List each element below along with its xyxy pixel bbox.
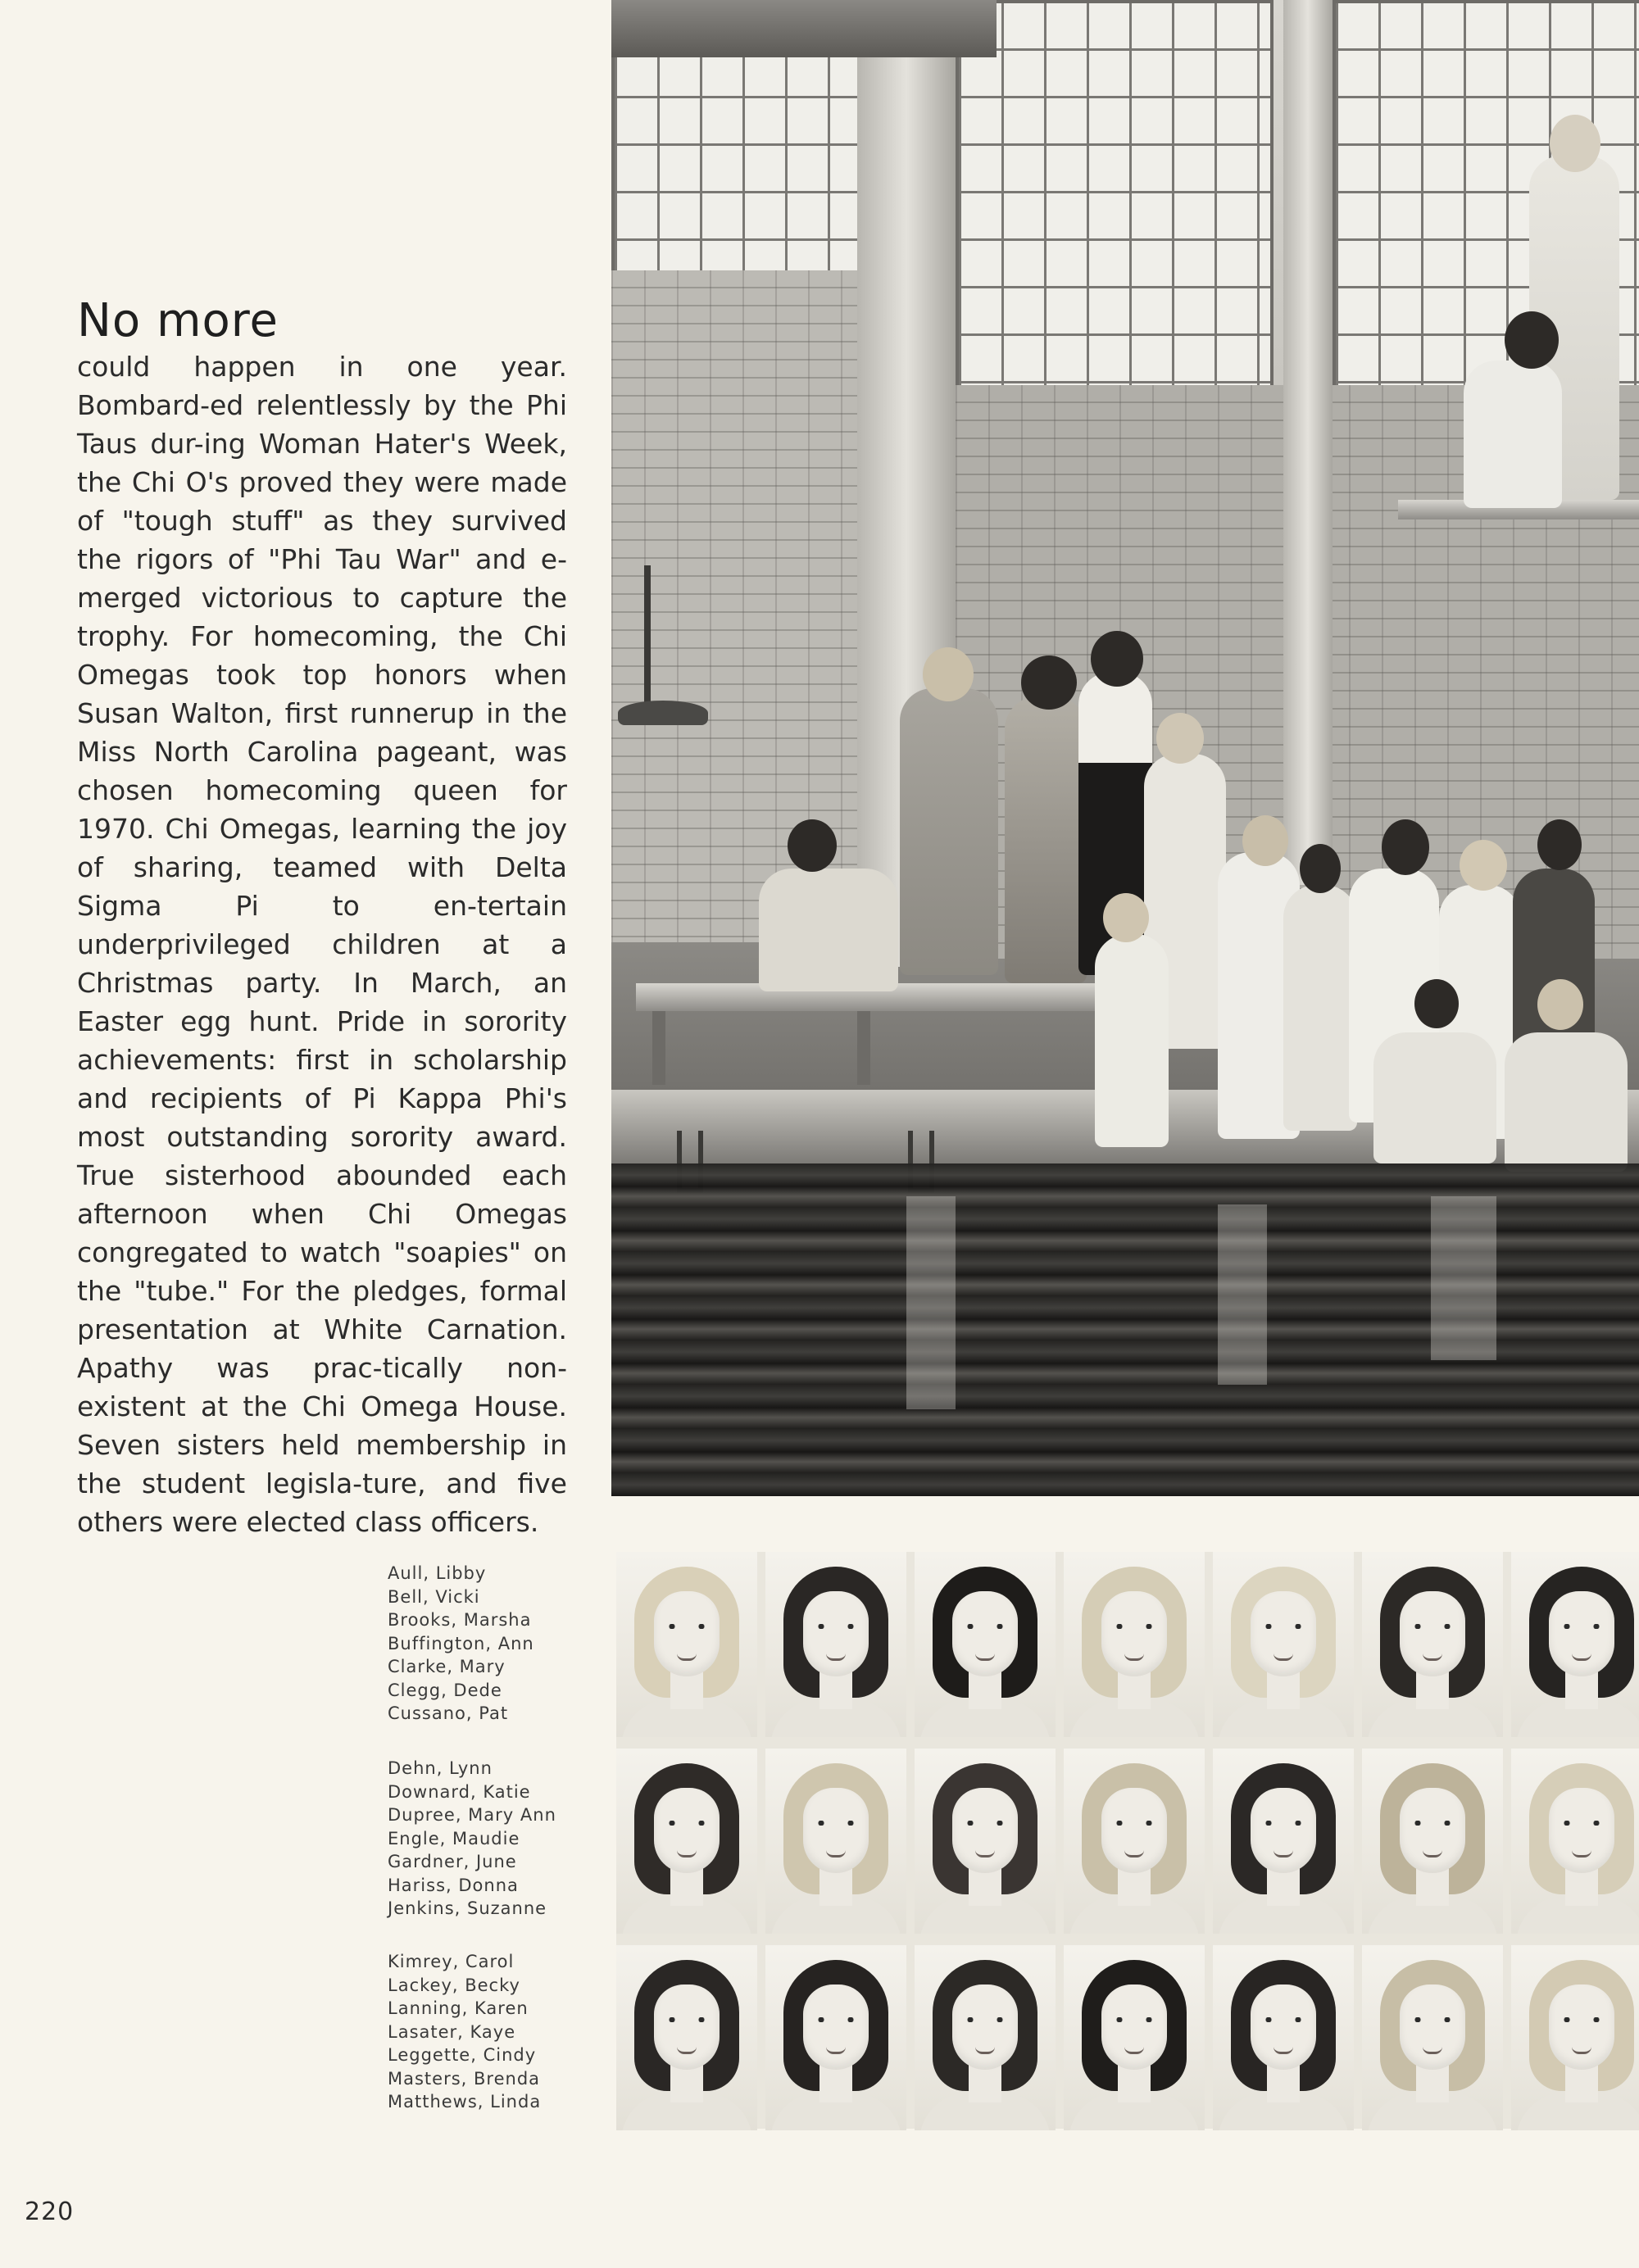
names-group-2 (388, 1757, 584, 1921)
article (77, 295, 567, 1541)
name-entry: Downard, Katie (388, 1781, 531, 1802)
name-entry: Jenkins, Suzanne (388, 1898, 547, 1918)
name-entry: Cussano, Pat (388, 1703, 509, 1723)
name-entry: Kimrey, Carol (388, 1952, 515, 1971)
member-portrait (765, 1552, 906, 1737)
name-entry: Masters, Brenda (388, 2068, 541, 2089)
name-entry: Bell, Vicki (388, 1586, 480, 1607)
name-entry: Dupree, Mary Ann (388, 1805, 556, 1825)
member-portrait (1213, 1945, 1354, 2130)
name-entry: Clarke, Mary (388, 1657, 506, 1676)
name-entry: Leggette, Cindy (388, 2045, 537, 2065)
member-portrait (1064, 1749, 1205, 1934)
names-group-3 (388, 1950, 584, 2114)
name-entry: Lasater, Kaye (388, 2021, 516, 2042)
member-portrait (1511, 1552, 1639, 1737)
member-portrait (1362, 1552, 1503, 1737)
name-entry: Matthews, Linda (388, 2092, 542, 2112)
member-portrait (1511, 1945, 1639, 2130)
name-entry: Aull, Libby (388, 1563, 487, 1583)
name-entry: Gardner, June (388, 1852, 517, 1871)
page-number: 220 (25, 2198, 75, 2226)
article-heading: No more (77, 294, 279, 347)
member-portrait (765, 1945, 906, 2130)
member-portrait (1064, 1552, 1205, 1737)
member-portrait (616, 1945, 757, 2130)
name-entry: Lanning, Karen (388, 1998, 529, 2018)
article-body: could happen in one year. Bombard-ed relentlessly by the Phi Taus dur-ing Woman Hater's Week, the Chi O's proved they were made of "tough stuff" as they survived the rigors of "Phi Tau War" and e-merged victorious to capture the trophy. For homecoming, the Chi Omegas took top honors when Susan Walton, first runnerup in the Miss North Carolina pageant, was chosen homecoming queen for 1970. Chi Omegas, learning the joy of sharing, teamed with Delta Sigma Pi to en-tertain underprivileged children at a Christmas party. In March, an Easter egg hunt. Pride in sorority achievements: first in scholarship and recipients of Pi Kappa Phi's most outstanding sorority award. True sisterhood abounded each afternoon when Chi Omegas congregated to watch "soapies" on the "tube." For the pledges, formal presentation at White Carnation. Apathy was prac-tically non-existent at the Chi Omega House. Seven sisters held membership in the student legisla-ture, and five others were elected class officers. (77, 351, 567, 1538)
name-entry: Dehn, Lynn (388, 1758, 493, 1778)
name-entry: Brooks, Marsha (388, 1610, 532, 1630)
member-portrait (915, 1749, 1056, 1934)
member-portrait (1064, 1945, 1205, 2130)
name-entry: Lackey, Becky (388, 1975, 520, 1995)
names-group-1 (388, 1562, 584, 1726)
portrait-grid (616, 1552, 1639, 2129)
name-entry: Hariss, Donna (388, 1875, 519, 1895)
member-portrait (616, 1749, 757, 1934)
member-portrait (765, 1749, 906, 1934)
member-portrait (1213, 1749, 1354, 1934)
member-portrait (616, 1552, 757, 1737)
group-photo-pool (611, 0, 1639, 1496)
name-entry: Clegg, Dede (388, 1680, 502, 1700)
member-portrait (915, 1945, 1056, 2130)
name-entry: Buffington, Ann (388, 1633, 534, 1653)
member-portrait (1362, 1945, 1503, 2130)
member-portrait (1362, 1749, 1503, 1934)
member-portrait (915, 1552, 1056, 1737)
member-portrait (1511, 1749, 1639, 1934)
member-portrait (1213, 1552, 1354, 1737)
name-entry: Engle, Maudie (388, 1828, 520, 1848)
